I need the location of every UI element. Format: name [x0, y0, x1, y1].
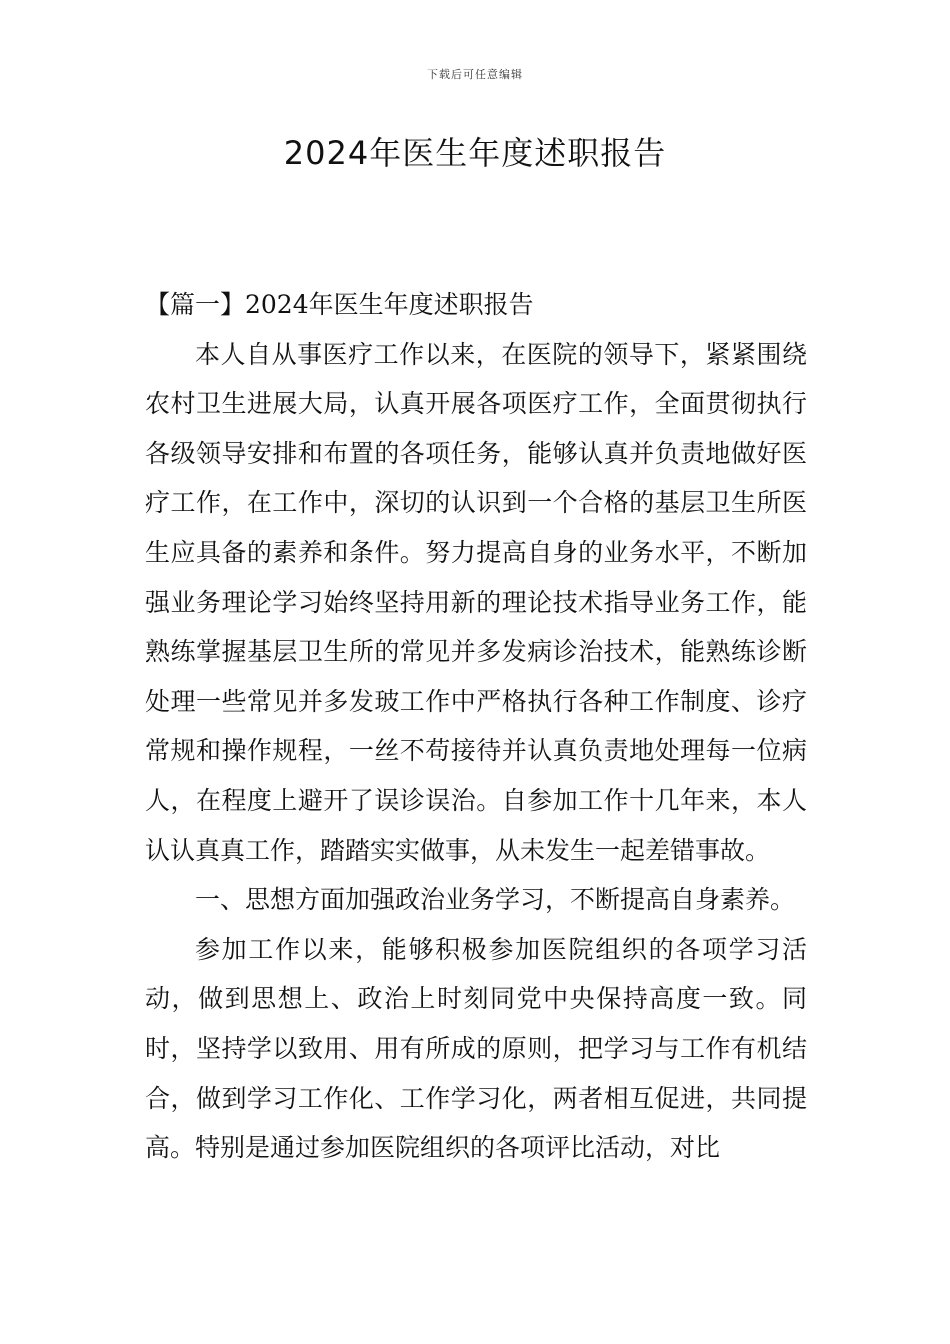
header-note: 下载后可任意编辑 [427, 68, 523, 81]
paragraph-heading-one: 一、思想方面加强政治业务学习，不断提高自身素养。 [195, 885, 796, 915]
document-title: 2024年医生年度述职报告 [283, 134, 667, 172]
document-body [145, 280, 807, 1173]
paragraph-study: 参加工作以来，能够积极参加医院组织的各项学习活动，做到思想上、政治上时刻同党中央保持高度一致。同时，坚持学以致用、用有所成的原则，把学习与工作有机结合，做到学习工作化、工作学习化，两者相互促进，共同提高。特别是通过参加医院组织的各项评比活动，对比 [145, 934, 807, 1163]
paragraph-intro: 本人自从事医疗工作以来，在医院的领导下，紧紧围绕农村卫生进展大局，认真开展各项医疗工作，全面贯彻执行各级领导安排和布置的各项任务，能够认真并负责地做好医疗工作，在工作中，深切的认识到一个合格的基层卫生所医生应具备的素养和条件。努力提高自身的业务水平，不断加强业务理论学习始终坚持用新的理论技术指导业务工作，能熟练掌握基层卫生所的常见并多发病诊治技术，能熟练诊断处理一些常见并多发玻工作中严格执行各种工作制度、诊疗常规和操作规程，一丝不苟接待并认真负责地处理每一位病人，在程度上避开了误诊误治。自参加工作十几年来，本人认认真真工作，踏踏实实做事，从未发生一起差错事故。 [145, 339, 807, 865]
section-heading: 【篇一】2024年医生年度述职报告 [145, 290, 534, 319]
